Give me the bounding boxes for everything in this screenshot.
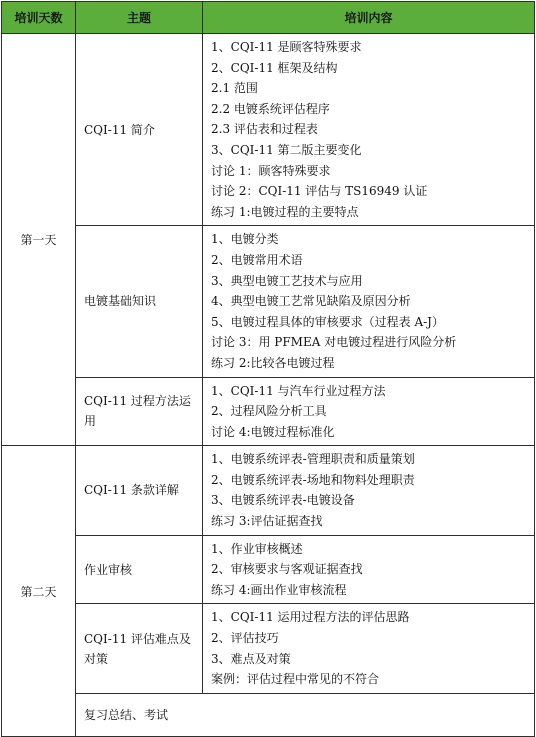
content-line: 练习 4:画出作业审核流程: [211, 582, 347, 597]
content-line: 讨论 2：CQI-11 评估与 TS16949 认证: [211, 184, 428, 199]
content-line: 2、评估技巧: [211, 631, 279, 646]
content-line: 4、典型电镀工艺常见缺陷及原因分析: [211, 294, 411, 309]
content-difficulties: [203, 604, 535, 693]
content-line: 2、电镀常用术语: [211, 252, 303, 267]
content-line: 3、电镀系统评表-电镀设备: [211, 493, 355, 508]
topic-process-approach: CQI-11 过程方法运用: [76, 377, 203, 446]
content-line: 2.2 电镀系统评估程序: [211, 101, 330, 116]
header-row: [2, 2, 535, 34]
content-line: 1、电镀分类: [211, 232, 279, 247]
content-line: 2.1 范围: [211, 81, 258, 96]
table-row: [2, 34, 535, 226]
topic-difficulties: CQI-11 评估难点及对策: [76, 604, 203, 693]
header-topic: 主题: [76, 2, 203, 34]
content-line: 2、电镀系统评表-场地和物料处理职责: [211, 472, 415, 487]
content-line: 5、电镀过程具体的审核要求（过程表 A-J）: [211, 314, 444, 329]
table-row: [2, 604, 535, 693]
table-row: [2, 377, 535, 446]
table-row: [2, 226, 535, 377]
training-table: [1, 1, 535, 737]
content-line: 练习 3:评估证据查找: [211, 514, 323, 529]
topic-cqi11-intro: CQI-11 简介: [76, 34, 203, 226]
content-cqi11-intro: [203, 34, 535, 226]
content-line: 1、电镀系统评表-管理职责和质量策划: [211, 452, 415, 467]
content-line: 讨论 4:电镀过程标准化: [211, 424, 335, 439]
content-line: 1、作业审核概述: [211, 541, 303, 556]
content-plating-basics: [203, 226, 535, 377]
day-one-cell: 第一天: [2, 34, 76, 446]
content-job-audit: [203, 535, 535, 604]
content-line: 1、CQI-11 是顾客特殊要求: [211, 40, 362, 54]
content-line: 讨论 3：用 PFMEA 对电镀过程进行风险分析: [211, 335, 457, 350]
content-line: 3、典型电镀工艺技术与应用: [211, 273, 363, 288]
content-line: 2.3 评估表和过程表: [211, 122, 318, 137]
content-line: 练习 2:比较各电镀过程: [211, 355, 335, 370]
review-exam-cell: 复习总结、考试: [76, 693, 535, 736]
content-line: 1、CQI-11 与汽车行业过程方法: [211, 383, 386, 398]
content-line: 1、CQI-11 运用过程方法的评估思路: [211, 610, 410, 625]
content-clause-detail: [203, 446, 535, 535]
header-content: 培训内容: [203, 2, 535, 34]
day-two-cell: 第二天: [2, 446, 76, 737]
table-row: [2, 446, 535, 535]
training-schedule: [1, 1, 535, 737]
topic-plating-basics: 电镀基础知识: [76, 226, 203, 377]
content-line: 3、CQI-11 第二版主要变化: [211, 142, 362, 157]
content-line: 3、难点及对策: [211, 651, 291, 666]
content-line: 讨论 1：顾客特殊要求: [211, 163, 331, 178]
topic-job-audit: 作业审核: [76, 535, 203, 604]
content-line: 案例：评估过程中常见的不符合: [211, 672, 380, 687]
content-line: 2、审核要求与客观证据查找: [211, 562, 363, 577]
table-row: [2, 535, 535, 604]
topic-clause-detail: CQI-11 条款详解: [76, 446, 203, 535]
table-row: [2, 693, 535, 736]
content-process-approach: [203, 377, 535, 446]
content-line: 2、CQI-11 框架及结构: [211, 60, 338, 75]
content-line: 2、过程风险分析工具: [211, 404, 327, 419]
header-days: 培训天数: [2, 2, 76, 34]
content-line: 练习 1:电镀过程的主要特点: [211, 204, 359, 219]
